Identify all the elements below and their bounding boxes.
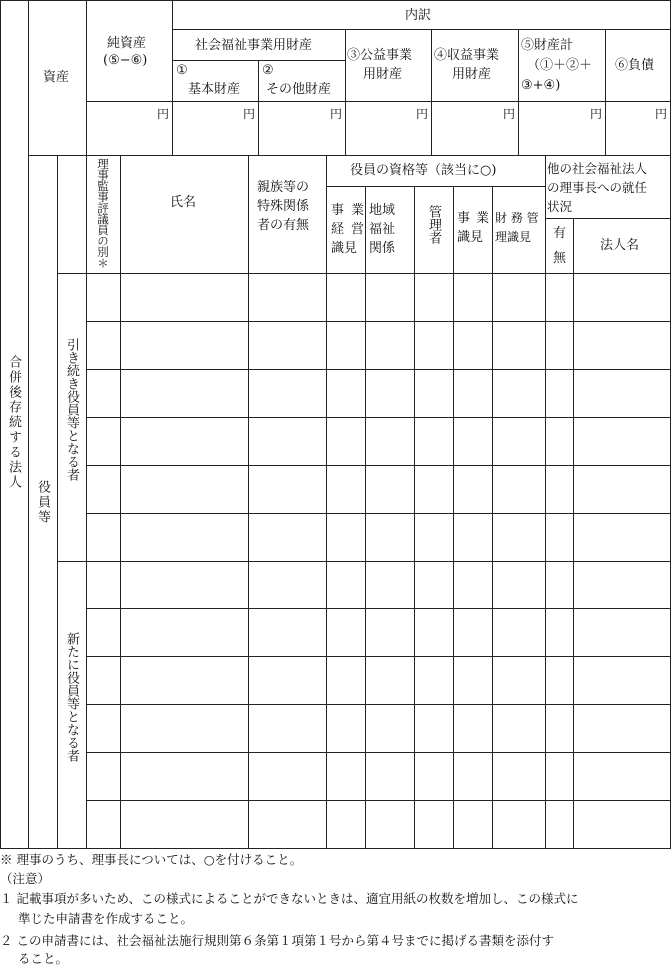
yen-basic: 円 xyxy=(243,107,256,121)
other-number: ② xyxy=(262,63,274,78)
q4-text-c: 識見 xyxy=(457,230,484,245)
col-q4-right xyxy=(492,186,493,849)
officers-label: 役員等 xyxy=(35,480,50,525)
group-col-line xyxy=(86,155,87,849)
col-q5-right xyxy=(545,155,546,849)
other-corp-label-2: の理事長への就任 xyxy=(547,180,648,195)
group-new-label: 新たに役員等となる者 xyxy=(64,632,79,762)
q1-text-d: 営 xyxy=(351,222,365,237)
top-col-4 xyxy=(431,29,432,156)
note-1-line-2: 準じた申請書を作成すること。 xyxy=(18,911,194,926)
name-label: 氏名 xyxy=(170,195,197,210)
officer-row-line xyxy=(86,417,671,418)
other-corp-label-1: 他の社会福祉法人 xyxy=(547,161,648,176)
top-col-6 xyxy=(605,29,606,156)
officer-row-line xyxy=(86,704,671,705)
entity-col-line xyxy=(28,0,29,849)
basic-property-label: 基本財産 xyxy=(188,82,241,97)
public-property-label-2: 用財産 xyxy=(363,67,403,82)
total-property-label-2: （①＋②＋ xyxy=(527,58,593,73)
other-corp-label-3: 状況 xyxy=(547,199,573,214)
col-q3-right xyxy=(453,186,454,849)
q3-text: 管理者 xyxy=(426,205,441,244)
officers-header-bottom xyxy=(57,273,671,274)
assets-bottom-line xyxy=(28,155,671,156)
net-assets-label: 純資産 xyxy=(107,36,147,51)
welfare-property-label: 社会福祉事業用財産 xyxy=(195,38,313,53)
relative-label-3: 者の有無 xyxy=(257,218,310,233)
relative-label-1: 親族等の xyxy=(257,180,310,195)
role-type-label: 理事監事評議員の別＊ xyxy=(96,158,110,268)
yen-other: 円 xyxy=(330,107,343,121)
yen-net-assets: 円 xyxy=(157,107,170,121)
officer-row-line xyxy=(86,752,671,753)
note-caution-heading: （注意） xyxy=(0,871,51,886)
note-1-line-1: １ 記載事項が多いため、この様式によることができないときは、適宜用紙の枚数を増加し、この様式に xyxy=(0,891,579,906)
q1-text-b: 業 xyxy=(351,203,365,218)
outer-bottom-line xyxy=(0,848,671,849)
qual-header-line xyxy=(326,186,545,187)
assets-label: 資産 xyxy=(43,70,70,85)
yen-profit: 円 xyxy=(503,107,516,121)
officer-row-line xyxy=(57,561,671,562)
no-label: 無 xyxy=(553,251,567,266)
qualification-header: 役員の資格等（該当に○) xyxy=(350,163,497,178)
basic-number: ① xyxy=(176,63,188,78)
q5-text-b: 理識見 xyxy=(495,230,532,244)
assets-label-divider xyxy=(86,0,87,156)
col-q1-right xyxy=(365,186,366,849)
officer-row-line xyxy=(86,656,671,657)
profit-property-label-2: 用財産 xyxy=(452,67,492,82)
officer-row-line xyxy=(86,608,671,609)
q1-text-e: 識見 xyxy=(331,241,358,256)
netassets-divider xyxy=(172,0,173,156)
q2-text-c: 関係 xyxy=(369,241,396,256)
other-property-label: その他財産 xyxy=(266,82,332,97)
outer-left-line xyxy=(0,0,1,849)
group-continuing-label: 引き続き役員等となる者 xyxy=(64,338,79,481)
q4-text-a: 事 xyxy=(457,211,471,226)
breakdown-line xyxy=(172,29,671,30)
corp-name-label: 法人名 xyxy=(600,238,640,253)
relative-label-2: 特殊関係 xyxy=(257,199,310,214)
officer-row-line xyxy=(86,513,671,514)
q1-text-a: 事 xyxy=(331,203,345,218)
outer-top-line xyxy=(0,0,671,1)
profit-property-label-1: ④収益事業 xyxy=(434,48,500,63)
yen-liabilities: 円 xyxy=(655,107,668,121)
total-property-label-1: ⑤財産計 xyxy=(521,38,574,53)
breakdown-label: 内訳 xyxy=(405,8,432,23)
yen-total: 円 xyxy=(590,107,603,121)
officers-col-line xyxy=(57,155,58,849)
top-col-3 xyxy=(345,29,346,156)
yen-public: 円 xyxy=(416,107,429,121)
col-name-right xyxy=(248,155,249,849)
q1-text-c: 経 xyxy=(331,222,345,237)
note-asterisk: ※ 理事のうち、理事長については、○を付けること。 xyxy=(0,852,303,867)
q2-text-b: 福祉 xyxy=(369,222,396,237)
q2-text-a: 地域 xyxy=(369,203,396,218)
col-q2-right xyxy=(414,186,415,849)
top-col-2 xyxy=(258,60,259,156)
col-relative-right xyxy=(326,155,327,849)
public-property-label-1: ③公益事業 xyxy=(347,48,413,63)
officer-row-line xyxy=(86,321,671,322)
officer-row-line xyxy=(86,800,671,801)
note-2-line-2: ること。 xyxy=(18,951,69,966)
total-property-label-3: ③+④) xyxy=(521,78,561,93)
col-name-left xyxy=(120,155,121,849)
col-yesno-right xyxy=(573,218,574,849)
note-2-line-1: ２ この申請書には、社会福祉法施行規則第６条第１項第１号から第４号までに掲げる書類を添付す xyxy=(0,933,554,948)
other-header-line xyxy=(545,218,671,219)
yes-label: 有 xyxy=(553,226,567,241)
net-assets-formula: (⑤−⑥) xyxy=(103,53,148,68)
q5-text-a: 財 務 管 xyxy=(495,211,539,225)
q4-text-b: 業 xyxy=(476,211,490,226)
liabilities-label: ⑥負債 xyxy=(615,58,655,73)
top-values-line xyxy=(86,101,671,102)
officer-row-line xyxy=(86,369,671,370)
entity-label: 合併後存続する法人 xyxy=(6,355,21,490)
officer-row-line xyxy=(86,465,671,466)
top-col-5 xyxy=(518,29,519,156)
